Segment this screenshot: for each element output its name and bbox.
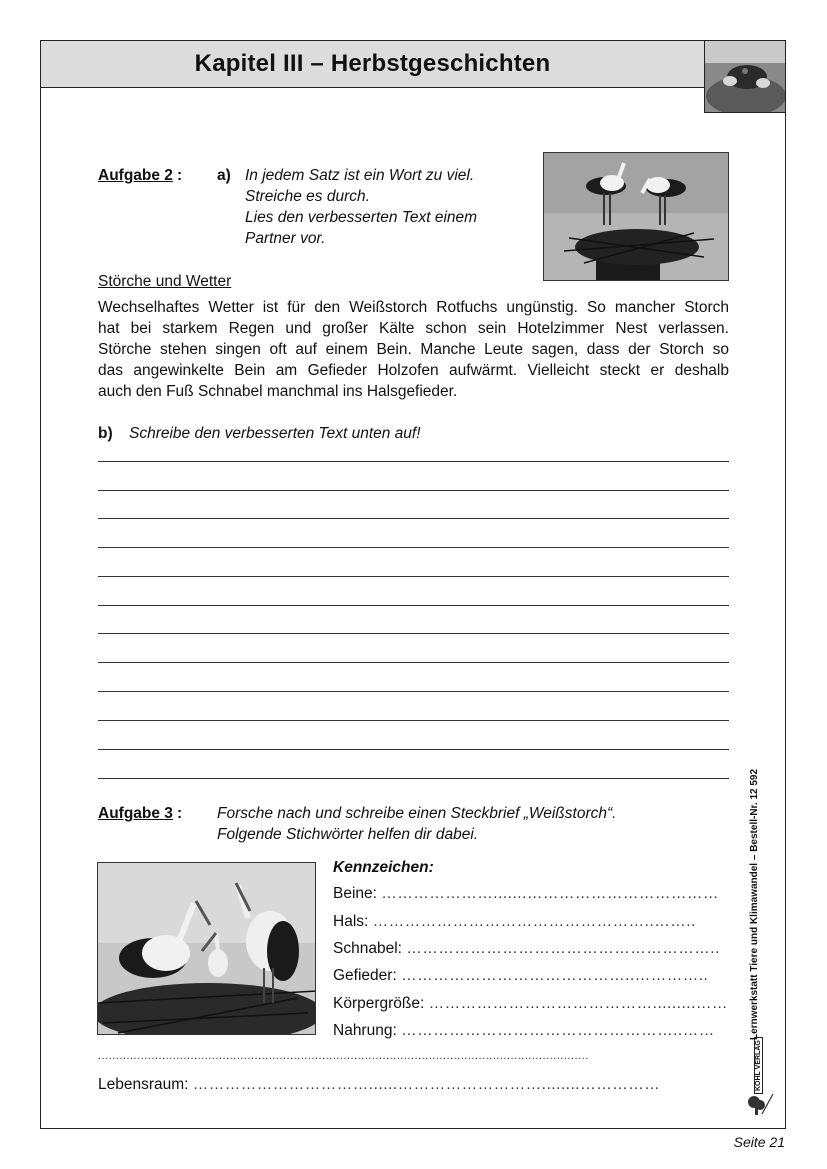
task2-part-b-label: b) — [98, 425, 113, 442]
task2-part-a-label: a) — [217, 167, 231, 184]
field-koerpergroesse[interactable]: Körpergröße: …………………………………….........…… — [333, 995, 728, 1012]
field-nahrung[interactable]: Nahrung: ……………………………………………..…… — [333, 1022, 715, 1039]
field-lebensraum[interactable]: Lebensraum: ……………………………......………………………........…………… — [98, 1076, 661, 1093]
task3-colon: : — [177, 805, 183, 822]
writing-line[interactable] — [98, 576, 729, 577]
mole-photo — [704, 40, 786, 113]
storks-on-nest-photo — [543, 152, 729, 281]
writing-line[interactable] — [98, 633, 729, 634]
writing-line[interactable] — [98, 547, 729, 548]
writing-line[interactable] — [98, 605, 729, 606]
tree-logo-icon — [744, 1094, 774, 1116]
field-gefieder[interactable]: Gefieder: ……………………………………..………….. — [333, 967, 709, 984]
page-number: Seite 21 — [733, 1134, 785, 1150]
task2-part-b-text: Schreibe den verbesserten Text unten auf! — [129, 425, 421, 442]
field-beine[interactable]: Beine: ………………….......……………………………… — [333, 885, 719, 902]
writing-line[interactable] — [98, 490, 729, 491]
writing-line[interactable] — [98, 662, 729, 663]
task3-label: Aufgabe 3 — [98, 805, 173, 822]
field-hals[interactable]: Hals: ……………………………………………..…….. — [333, 913, 696, 930]
writing-line[interactable] — [98, 720, 729, 721]
writing-line[interactable] — [98, 778, 729, 779]
fields-title: Kennzeichen: — [333, 859, 434, 876]
writing-line[interactable] — [98, 691, 729, 692]
task2-instruction: In jedem Satz ist ein Wort zu viel. Streiche es durch. Lies den verbesserten Text einem Partner vor. — [245, 167, 478, 247]
chapter-header — [40, 40, 705, 88]
publisher-logo-text: KOHL VERLAG — [754, 1037, 763, 1094]
task3-instruction: Forsche nach und schreibe einen Steckbrief „Weißstorch“. Folgende Stichwörter helfen dir dabei. — [217, 805, 617, 843]
three-storks-photo — [97, 862, 316, 1035]
side-credit: Lernwerkstatt Tiere und Klimawandel – Bestell-Nr. 12 592 — [749, 768, 760, 1040]
chapter-title: Kapitel III – Herbstgeschichten — [194, 50, 551, 77]
field-schnabel[interactable]: Schnabel: ………………………………………………….. — [333, 940, 720, 957]
writing-line[interactable] — [98, 518, 729, 519]
storks-weather-text: Wechselhaftes Wetter ist für den Weißstorch Rotfuchs ungünstig. So mancher Storch hat bei starkem Regen und großer Kälte schon sein Hotelzimmer Nest verlassen. Störche stehen singen oft auf einem Bein. Manche Leute sagen, dass der Storch so das angewinkelte Bein am Gefieder Holzofen aufwärmt. Vielleicht steckt er deshalb auch den Fuß Schnabel manchmal ins Halsgefieder. — [98, 299, 729, 400]
task2-colon: : — [177, 167, 183, 184]
extra-dotted-line[interactable]: .......................................................................................................................................... — [98, 1050, 589, 1062]
writing-line[interactable] — [98, 749, 729, 750]
text-title: Störche und Wetter — [98, 273, 232, 290]
task2-label: Aufgabe 2 — [98, 167, 173, 184]
writing-line[interactable] — [98, 461, 729, 462]
